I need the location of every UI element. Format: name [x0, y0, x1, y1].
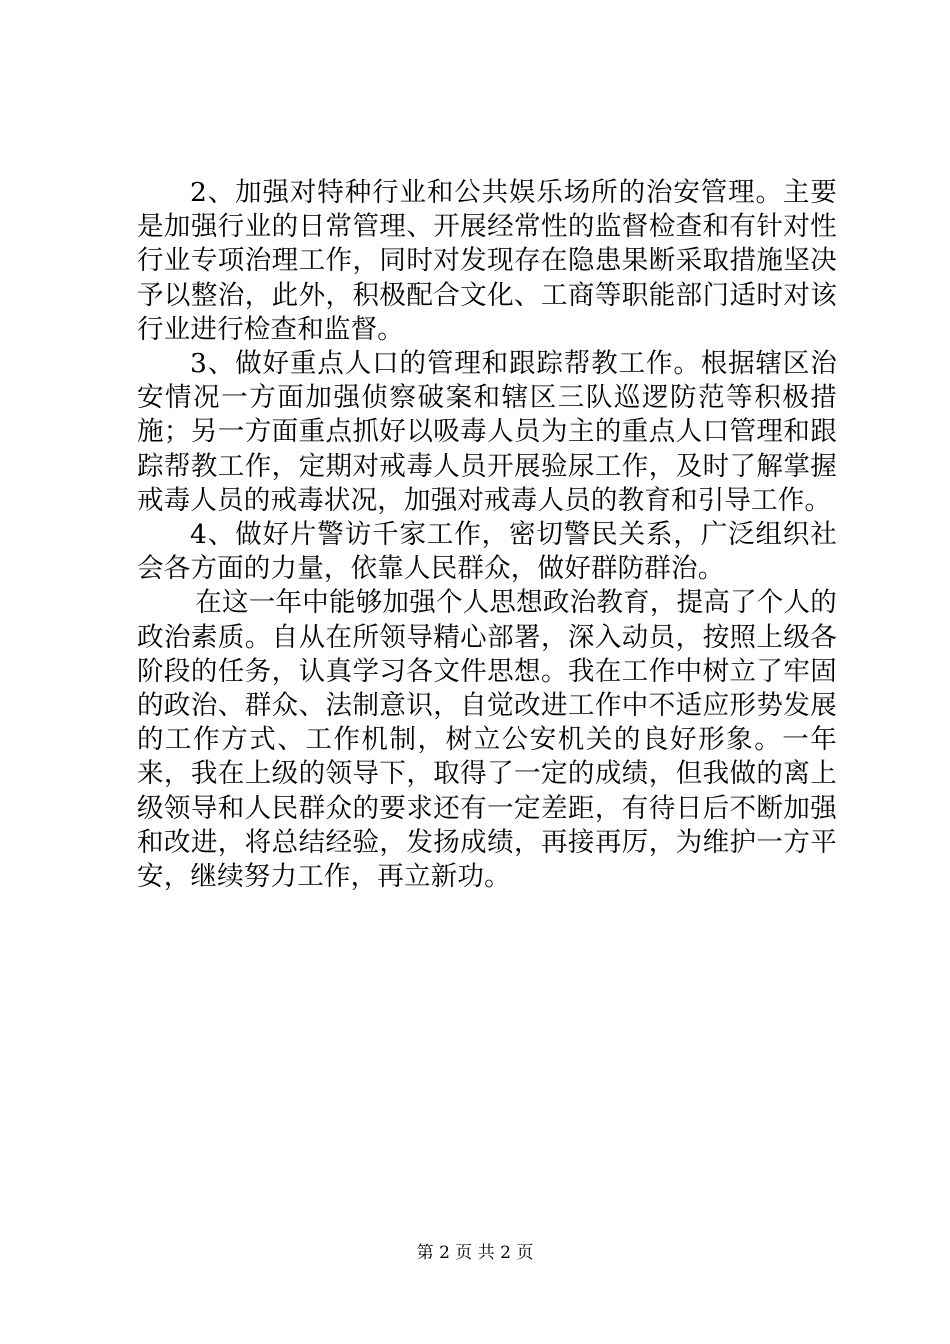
paragraph-summary: 在这一年中能够加强个人思想政治教育，提高了个人的政治素质。自从在所领导精心部署，深入动员，按照上级各阶段的任务，认真学习各文件思想。我在工作中树立了牢固的政治、群众、法制意识，自觉改进工作中不适应形势发展的工作方式、工作机制，树立公安机关的良好形象。一年来，我在上级的领导下，取得了一定的成绩，但我做的离上级领导和人民群众的要求还有一定差距，有待日后不断加强和改进，将总结经验，发扬成绩，再接再厉，为维护一方平安，继续努力工作，再立新功。 [137, 587, 837, 893]
page-number-label: 第 2 页 共 2 页 [416, 1243, 534, 1263]
paragraph-item-4: 4、做好片警访千家工作，密切警民关系，广泛组织社会各方面的力量，依靠人民群众，做好群防群治。 [137, 519, 837, 585]
paragraph-item-3: 3、做好重点人口的管理和跟踪帮教工作。根据辖区治安情况一方面加强侦察破案和辖区三队巡逻防范等积极措施；另一方面重点抓好以吸毒人员为主的重点人口管理和跟踪帮教工作，定期对戒毒人员开展验尿工作，及时了解掌握戒毒人员的戒毒状况，加强对戒毒人员的教育和引导工作。 [137, 348, 837, 516]
document-body [137, 176, 837, 894]
page-footer [0, 1241, 950, 1265]
paragraph-item-2: 2、加强对特种行业和公共娱乐场所的治安管理。主要是加强行业的日常管理、开展经常性的监督检查和有针对性行业专项治理工作，同时对发现存在隐患果断采取措施坚决予以整治，此外，积极配合文化、工商等职能部门适时对该行业进行检查和监督。 [137, 177, 837, 345]
